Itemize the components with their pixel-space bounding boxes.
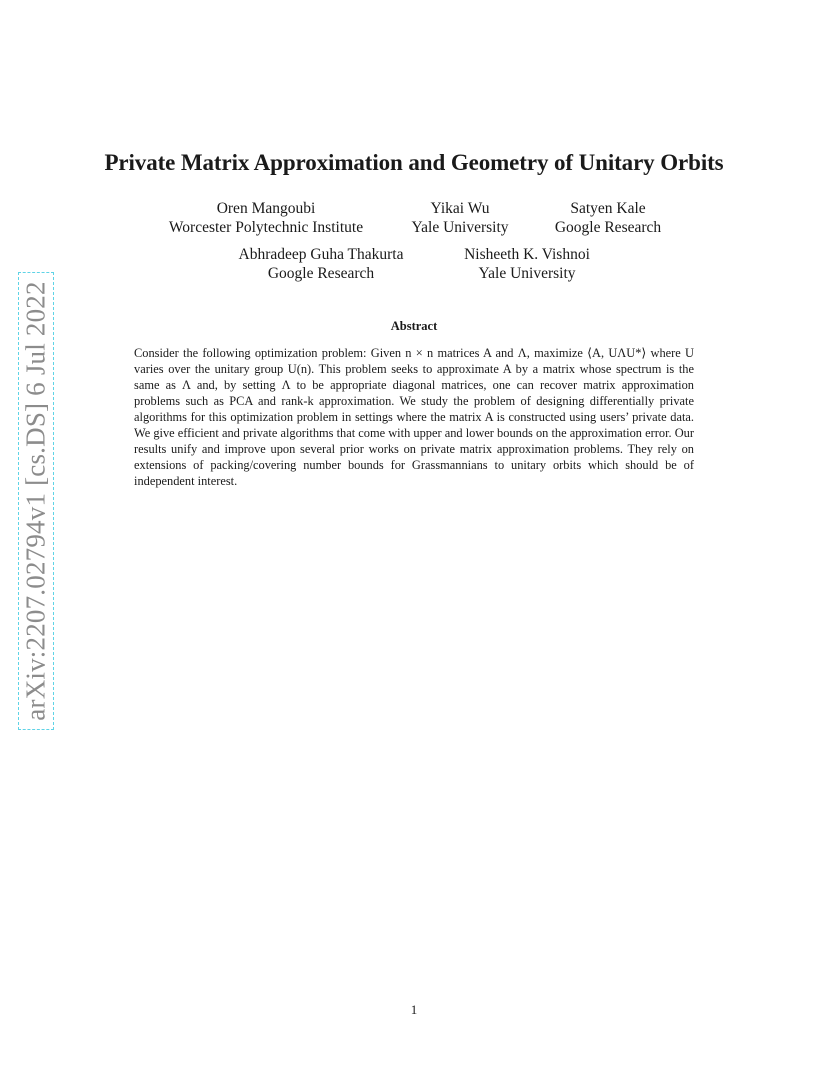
author-name: Yikai Wu xyxy=(430,200,490,217)
author-name: Abhradeep Guha Thakurta xyxy=(238,246,404,263)
author-name: Satyen Kale xyxy=(570,200,646,217)
author-block xyxy=(166,199,366,237)
arxiv-identifier-stamp xyxy=(18,272,54,730)
author-affiliation: Google Research xyxy=(554,219,662,236)
author-block xyxy=(452,245,602,283)
author-affiliation: Yale University xyxy=(478,265,576,282)
author-affiliation: Worcester Polytechnic Institute xyxy=(168,219,364,236)
page-number: 1 xyxy=(410,1002,418,1017)
author-block xyxy=(400,199,520,237)
paper-title: Private Matrix Approximation and Geometry of Unitary Orbits xyxy=(104,150,724,175)
abstract-heading: Abstract xyxy=(390,319,438,333)
abstract-body: Consider the following optimization problem: Given n × n matrices A and Λ, maximize ⟨A, UΛU*⟩ where U varies over the unitary group U(n). This problem seeks to approximate A by a matrix whose spectrum is the same as Λ and, by setting Λ to be appropriate diagonal matrices, one can recover matrix approximation problems such as PCA and rank-k approximation. We study the problem of designing differentially private algorithms for this optimization problem in settings where the matrix A is constructed using users’ private data. We give efficient and private algorithms that come with upper and lower bounds on the approximation error. Our results unify and improve upon several prior works on private matrix approximation problems. They rely on extensions of packing/covering number bounds for Grassmannians to unitary orbits which should be of independent interest. xyxy=(134,346,694,488)
author-affiliation: Google Research xyxy=(267,265,375,282)
author-affiliation: Yale University xyxy=(411,219,509,236)
author-block xyxy=(226,245,416,283)
author-name: Oren Mangoubi xyxy=(216,200,316,217)
author-block xyxy=(548,199,668,237)
arxiv-identifier: arXiv:2207.02794v1 [cs.DS] 6 Jul 2022 xyxy=(20,281,51,721)
author-name: Nisheeth K. Vishnoi xyxy=(464,246,590,263)
